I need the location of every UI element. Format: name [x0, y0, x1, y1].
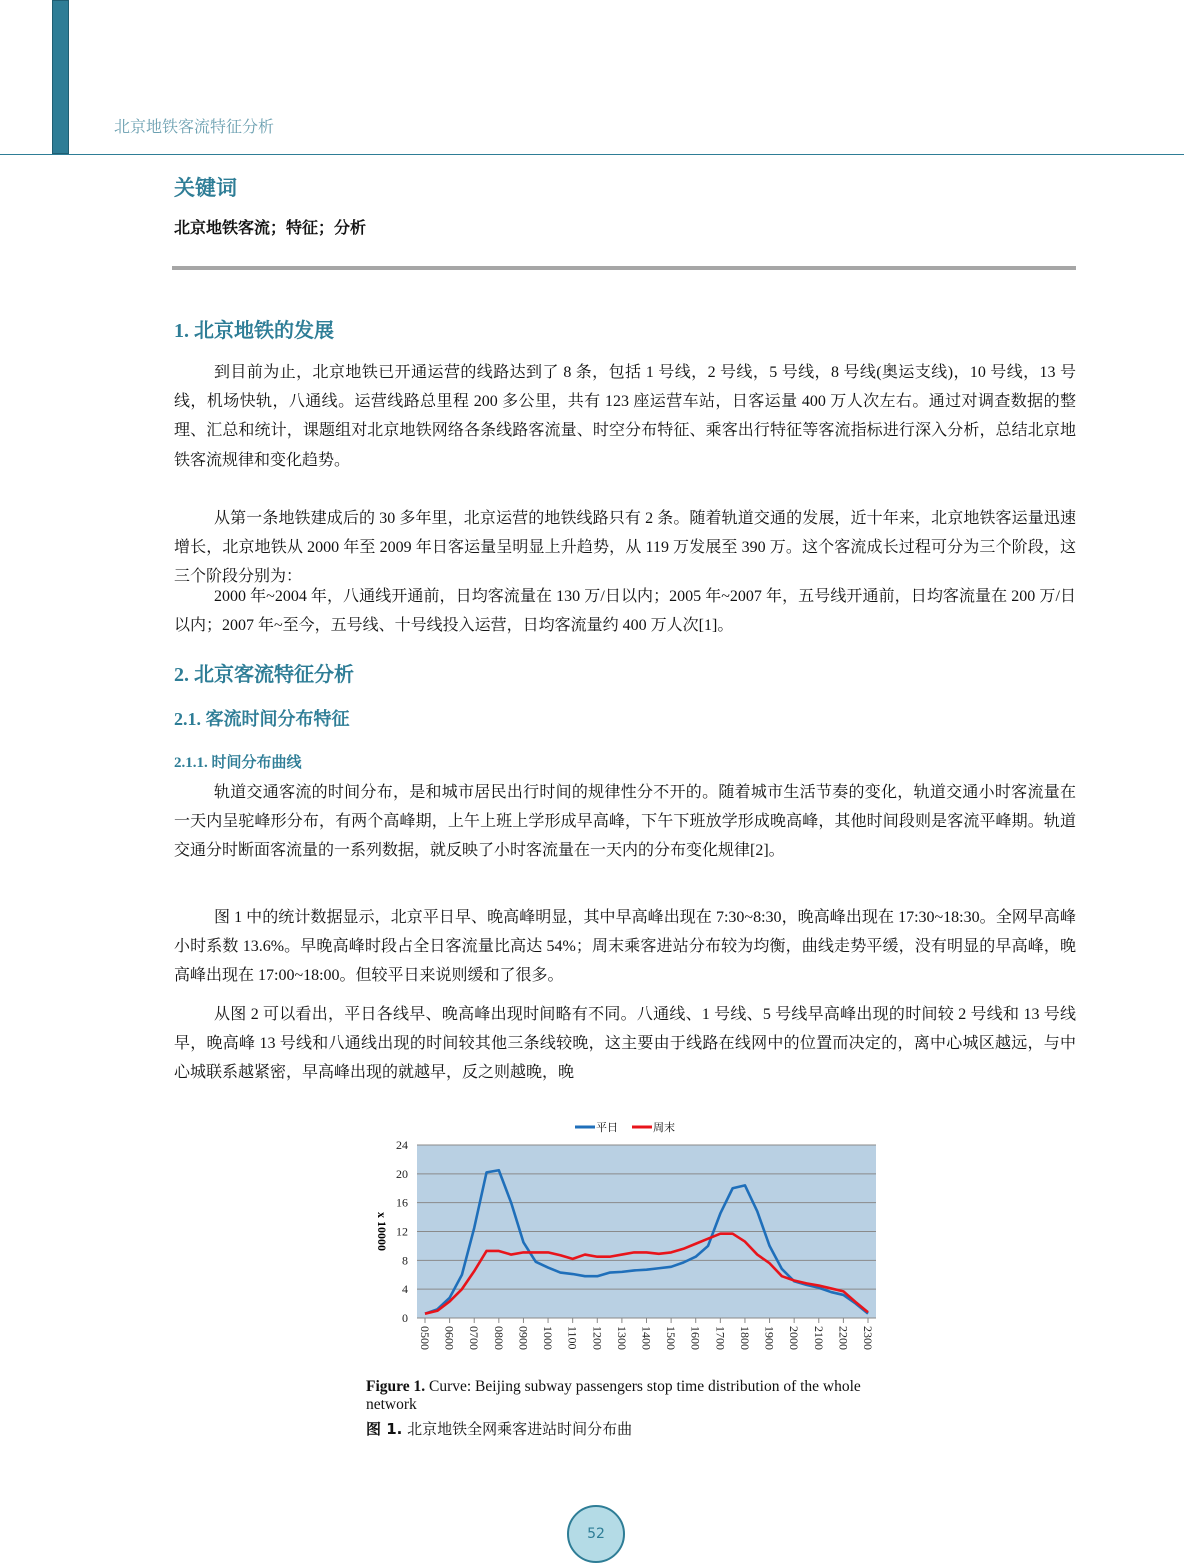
abstract-divider — [172, 266, 1076, 270]
paragraph: 轨道交通客流的时间分布，是和城市居民出行时间的规律性分不开的。随着城市生活节奏的变化，轨道交通小时客流量在一天内呈驼峰形分布，有两个高峰期，上午上班上学形成早高峰，下午下班放学形成晚高峰，其他时间段则是客流平峰期。轨道交通分时断面客流量的一系列数据，就反映了小时客流量在一天内的分布变化规律[2]。 — [174, 784, 1076, 860]
figure-caption-en — [366, 1378, 906, 1414]
y-axis-label: x 10000 — [375, 1212, 389, 1251]
caption-en-label: Figure 1. — [366, 1378, 426, 1395]
x-tick-label: 2200 — [836, 1326, 851, 1350]
legend-label: 周末 — [653, 1121, 675, 1134]
section-1-heading: 1. 北京地铁的发展 — [174, 320, 334, 342]
y-tick-label: 16 — [396, 1195, 408, 1210]
y-tick-label: 0 — [402, 1311, 408, 1325]
section-2-1-heading: 2.1. 客流时间分布特征 — [174, 709, 350, 729]
figure-caption-zh — [366, 1420, 906, 1438]
paragraph: 图 1 中的统计数据显示，北京平日早、晚高峰明显，其中早高峰出现在 7:30~8:30，晚高峰出现在 17:30~18:30。全网早高峰小时系数 13.6%。早晚高峰时段占全日客流量比高达 54%；周末乘客进站分布较为均衡，曲线走势平缓，没有明显的早高峰，晚高峰出现在 17:00~18:00。但较平日来说则缓和了很多。 — [174, 909, 1076, 985]
x-tick-label: 0700 — [467, 1326, 482, 1350]
section-2-heading: 2. 北京客流特征分析 — [174, 664, 354, 686]
header-accent-bar — [52, 0, 69, 154]
legend-label: 平日 — [596, 1121, 618, 1134]
x-tick-label: 1000 — [541, 1326, 556, 1350]
x-tick-label: 1300 — [614, 1326, 629, 1350]
caption-zh-text: 北京地铁全网乘客进站时间分布曲 — [402, 1420, 633, 1438]
paragraph: 从图 2 可以看出，平日各线早、晚高峰出现时间略有不同。八通线、1 号线、5 号线早高峰出现的时间较 2 号线和 13 号线早，晚高峰 13 号线和八通线出现的时间较其他三条线较晚，这主要由于线路在线网中的位置而决定的，离中心城区越远，与中心城联系越紧密，早高峰出现的就越早，反之则越晚，晚 — [174, 1006, 1076, 1082]
paragraph: 2000 年~2004 年，八通线开通前，日均客流量在 130 万/日以内；2005 年~2007 年，五号线开通前，日均客流量在 200 万/日以内；2007 年~至今，五号线、十号线投入运营，日均客流量约 400 万人次[1]。 — [174, 588, 1076, 635]
keywords-heading: 关键词 — [174, 177, 237, 200]
x-tick-label: 2100 — [811, 1326, 826, 1350]
figure-1-chart — [365, 1114, 890, 1368]
x-tick-label: 0500 — [418, 1326, 432, 1350]
x-tick-label: 0800 — [491, 1326, 506, 1350]
x-tick-label: 1600 — [688, 1326, 703, 1350]
running-title: 北京地铁客流特征分析 — [114, 119, 275, 136]
x-tick-label: 1700 — [713, 1326, 728, 1350]
x-tick-label: 1500 — [664, 1326, 679, 1350]
x-tick-label: 1200 — [590, 1326, 605, 1350]
y-tick-label: 12 — [396, 1224, 408, 1239]
x-tick-label: 2300 — [861, 1326, 875, 1350]
x-tick-label: 1400 — [639, 1326, 654, 1350]
header-divider — [0, 154, 1184, 155]
x-tick-label: 0600 — [442, 1326, 457, 1350]
y-tick-label: 24 — [396, 1138, 408, 1152]
x-tick-label: 1800 — [737, 1326, 752, 1350]
caption-en-text: Curve: Beijing subway passengers stop time distribution of the whole network — [366, 1378, 861, 1413]
x-tick-label: 1900 — [762, 1326, 777, 1350]
y-tick-label: 4 — [402, 1282, 408, 1297]
y-tick-label: 8 — [402, 1253, 408, 1268]
paragraph: 到目前为止，北京地铁已开通运营的线路达到了 8 条，包括 1 号线，2 号线，5 号线，8 号线(奥运支线)，10 号线，13 号线，机场快轨，八通线。运营线路总里程 200 多公里，共有 123 座运营车站，日客运量 400 万人次左右。通过对调查数据的整理、汇总和统计，课题组对北京地铁网络各条线路客流量、时空分布特征、乘客出行特征等客流指标进行深入分析，总结北京地铁客流规律和变化趋势。 — [174, 364, 1076, 469]
x-tick-label: 0900 — [516, 1326, 531, 1350]
x-tick-label: 1100 — [565, 1326, 580, 1350]
x-tick-label: 2000 — [787, 1326, 802, 1350]
page-number: 52 — [567, 1505, 625, 1563]
paragraph: 从第一条地铁建成后的 30 多年里，北京运营的地铁线路只有 2 条。随着轨道交通的发展，近十年来，北京地铁客运量迅速增长，北京地铁从 2000 年至 2009 年日客运量呈明显上升趋势，从 119 万发展至 390 万。这个客流成长过程可分为三个阶段，这三个阶段分别为： — [174, 510, 1076, 586]
y-tick-label: 20 — [396, 1166, 408, 1181]
section-2-1-1-heading: 2.1.1. 时间分布曲线 — [174, 755, 302, 771]
caption-zh-label: 图 1. — [366, 1420, 403, 1438]
keywords-text: 北京地铁客流；特征；分析 — [174, 220, 367, 237]
